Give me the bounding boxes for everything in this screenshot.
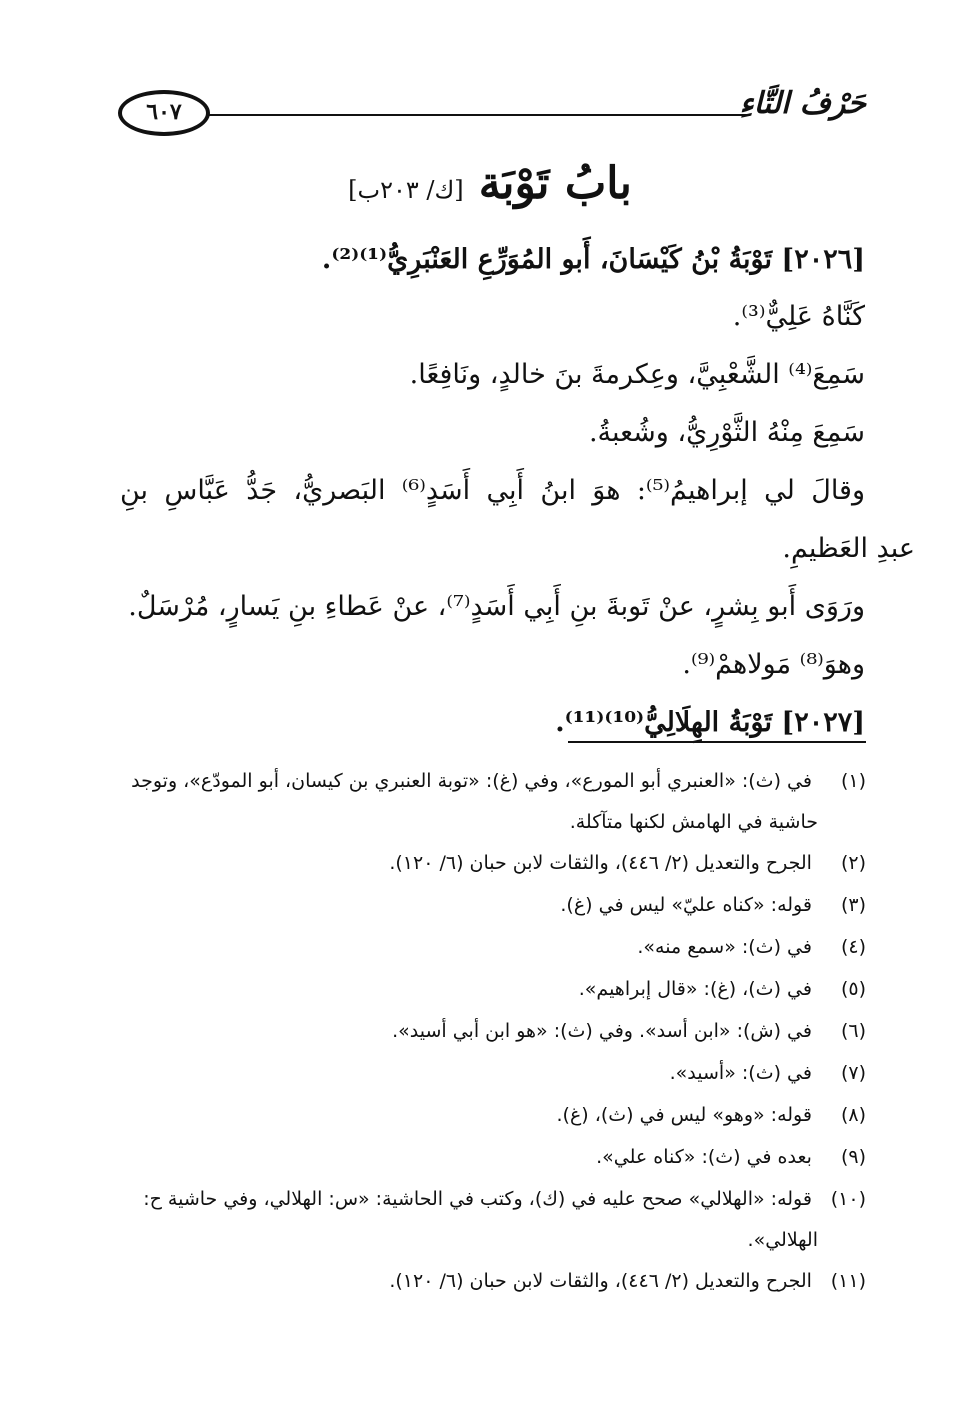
header-rule <box>208 114 750 116</box>
main-text <box>120 232 915 752</box>
chapter-title: حَرْفُ التَّاءِ <box>739 86 866 121</box>
footnote-text: في (ث): «سمع منه». <box>637 936 812 958</box>
footnote-number: (٥) <box>840 978 866 1000</box>
footnote-text: قوله: «كناه عليّ» ليس في (غ). <box>560 894 812 916</box>
footnote <box>120 1052 866 1094</box>
footnote-text: قوله: «وهو» ليس في (ث)، (غ). <box>556 1104 812 1126</box>
manuscript-ref: [ك/ ٢٠٣ب] <box>348 176 464 204</box>
footnote <box>120 1010 866 1052</box>
footnote-number: (٤) <box>840 936 866 958</box>
footnote-number: (٦) <box>840 1020 866 1042</box>
footnote-number: (٣) <box>840 894 866 916</box>
page-number: ٦٠٧ <box>118 90 210 136</box>
footnote-number: (١٠) <box>830 1188 866 1210</box>
text-line: سَمِعَ⁽⁴⁾ الشَّعْبِيَّ، وعِكرمةَ بنَ خالدٍ، ونَافِعًا. <box>409 359 865 390</box>
footnote-number: (٢) <box>840 852 866 874</box>
footnote-text: بعده في (ث): «كناه علي». <box>596 1146 812 1168</box>
footnote <box>120 1178 866 1220</box>
section-title <box>300 158 680 209</box>
footnote-number: (١) <box>840 770 866 792</box>
footnote-number: (٧) <box>840 1062 866 1084</box>
footnote-text: في (ث): «العنبري أبو المورع»، وفي (غ): «توبة العنبري بن كيسان، أبو المودّع»، وتوجد <box>131 770 812 792</box>
text-line: كَنَّاهُ عَلِيٌّ⁽³⁾. <box>732 301 865 332</box>
footnote-text: في (ث): «أسيد». <box>669 1062 812 1084</box>
footnote <box>120 968 866 1010</box>
footnote-text: في (ث)، (غ): «قال إبراهيم». <box>578 978 812 1000</box>
footnote-text: الجرح والتعديل (٢/ ٤٤٦)، والثقات لابن حبان (٦/ ١٢٠). <box>389 1270 812 1292</box>
running-header <box>112 86 870 138</box>
footnote-text: قوله: «الهلالي» صحح عليه في (ك)، وكتب في الحاشية: «س: الهلالي، وفي حاشية ح: <box>143 1188 812 1210</box>
entry-2027-heading: [٢٠٢٧] تَوْبَةُ الهِلَالِيُّ⁽¹⁰⁾⁽¹¹⁾. <box>555 707 865 738</box>
section-title-main: بابُ تَوْبَة <box>478 158 632 209</box>
text-line: وقالَ لي إبراهيمُ⁽⁵⁾: هوَ ابنُ أَبِي أَسَدٍ⁽⁶⁾ البَصريُّ، جَدُّ عَبَّاسِ بنِ <box>120 475 865 506</box>
entry-2026-heading: [٢٠٢٦] تَوْبَةُ بْنُ كَيْسَانَ، أَبو المُوَرِّعِ العَنْبَرِيُّ⁽¹⁾⁽²⁾. <box>321 244 865 275</box>
text-line: عبدِ العَظيمِ. <box>782 533 915 564</box>
footnote <box>120 1094 866 1136</box>
footnote-number: (٩) <box>840 1146 866 1168</box>
text-line: ورَوَى أَبو بِشرٍ، عنْ تَوبةَ بنِ أَبِي أَسَدٍ⁽⁷⁾، عنْ عَطاءِ بنِ يَسارٍ، مُرْسَلٌ. <box>128 591 865 622</box>
footnote-number: (٨) <box>840 1104 866 1126</box>
footnote-rule <box>568 741 866 743</box>
footnote <box>120 1136 866 1178</box>
footnote <box>120 842 866 884</box>
footnote <box>120 1260 866 1302</box>
footnote <box>120 760 866 802</box>
footnote-number: (١١) <box>830 1270 866 1292</box>
footnote-text: الجرح والتعديل (٢/ ٤٤٦)، والثقات لابن حبان (٦/ ١٢٠). <box>389 852 812 874</box>
text-line: وهوَ⁽⁸⁾ مَولاهمْ⁽⁹⁾. <box>682 649 865 680</box>
footnote-continuation: حاشية في الهامش لكنها متآكلة. <box>569 811 818 833</box>
footnotes <box>120 760 866 1302</box>
footnote <box>120 926 866 968</box>
footnote-continuation: الهلالي». <box>747 1229 818 1251</box>
text-line: سَمِعَ مِنْهُ الثَّوْرِيُّ، وشُعبةُ. <box>588 417 865 448</box>
footnote-text: في (ش): «ابن أسد». وفي (ث): «هو ابن أبي أسيد». <box>392 1020 812 1042</box>
footnote <box>120 884 866 926</box>
